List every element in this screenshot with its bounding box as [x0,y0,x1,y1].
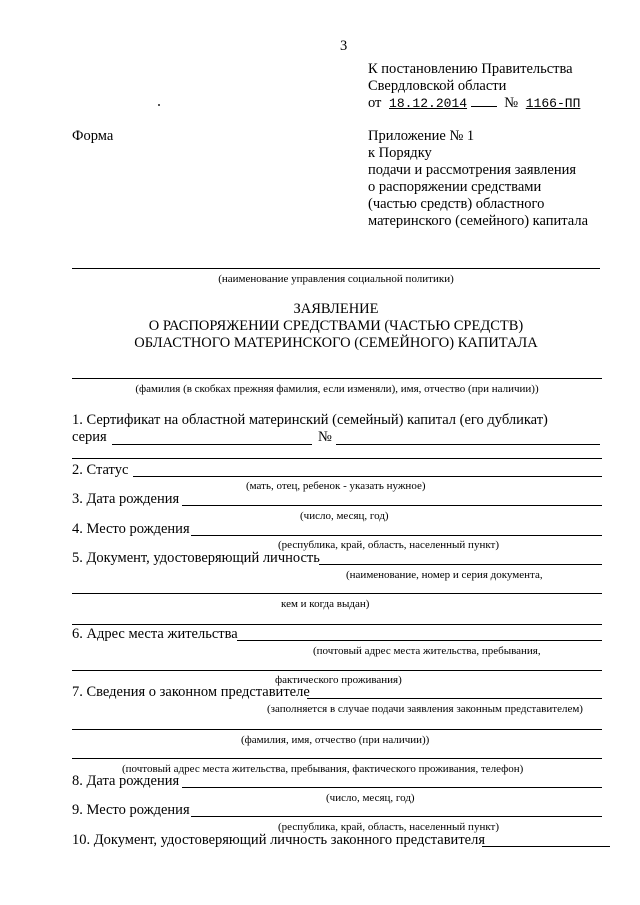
field-6-label: 6. Адрес места жительства [72,626,238,642]
field-7-name-hint: (фамилия, имя, отчество (при наличии)) [241,734,430,746]
title-line-1: ЗАЯВЛЕНИЕ [293,301,379,317]
title-line-3: ОБЛАСТНОГО МАТЕРИНСКОГО (СЕМЕЙНОГО) КАПИТАЛА [134,335,538,351]
appendix-line: материнского (семейного) капитала [368,213,589,229]
field-5-label: 5. Документ, удостоверяющий личность [72,550,320,566]
certificate-number-field[interactable] [336,444,600,445]
field-4-hint: (республика, край, область, населенный пункт) [278,539,499,551]
field-7-label: 7. Сведения о законном представителе [72,684,310,700]
decree-date: 18.12.2014 [389,96,468,111]
field-2-label: 2. Статус [72,462,129,478]
authority-hint: (наименование управления социальной политики) [218,273,454,285]
decree-number-label: № [504,95,519,111]
decree-line-2: Свердловской области [368,78,507,94]
field-8-hint: (число, месяц, год) [326,792,415,804]
form-label: Форма [72,128,114,144]
field-3-hint: (число, месяц, год) [300,510,389,522]
decree-from-label: от [368,95,382,111]
appendix-line: Приложение № 1 [368,128,475,144]
decree-line-1: К постановлению Правительства [368,61,573,77]
status-field[interactable] [133,476,602,477]
field-3-label: 3. Дата рождения [72,491,180,507]
applicant-name-field[interactable] [72,378,602,379]
field-10-label: 10. Документ, удостоверяющий личность законного представителя [72,832,485,848]
page-number: 3 [340,38,348,54]
title-line-2: О РАСПОРЯЖЕНИИ СРЕДСТВАМИ (ЧАСТЬЮ СРЕДСТВ) [148,318,524,334]
applicant-hint: (фамилия (в скобках прежняя фамилия, если изменяли), имя, отчество (при наличии)) [135,383,539,395]
field-9-hint: (республика, край, область, населенный пункт) [278,821,499,833]
identity-document-extra-field[interactable] [72,624,602,625]
field-4-label: 4. Место рождения [72,521,190,537]
field-1-label: 1. Сертификат на областной материнский (семейный) капитал (его дубликат) [72,412,548,428]
appendix-line: (частью средств) областного [368,196,545,212]
field-2-hint: (мать, отец, ребенок - указать нужное) [246,480,426,492]
field-5-hint-2: кем и когда выдан) [281,598,370,610]
residence-address-field[interactable] [237,640,602,641]
decree-date-line [368,95,580,112]
appendix-line: подачи и рассмотрения заявления [368,162,577,178]
representative-identity-document-field[interactable] [482,846,610,847]
appendix-line: к Порядку [368,145,432,161]
field-9-label: 9. Место рождения [72,802,190,818]
certificate-extra-field[interactable] [72,458,602,459]
certificate-series-field[interactable] [112,444,312,445]
representative-birth-place-field[interactable] [191,816,602,817]
appendix-line: о распоряжении средствами [368,179,542,195]
decree-number: 1166-ПП [525,96,581,111]
birth-place-field[interactable] [191,535,602,536]
representative-name-field[interactable] [72,729,602,730]
identity-document-field[interactable] [319,564,602,565]
representative-birth-date-field[interactable] [182,787,602,788]
representative-info-field[interactable] [307,698,602,699]
authority-field[interactable] [72,268,600,269]
birth-date-field[interactable] [182,505,602,506]
representative-address-field[interactable] [72,758,602,759]
field-6-hint-1: (почтовый адрес места жительства, пребывания, [313,645,541,657]
field-5-hint-1: (наименование, номер и серия документа, [346,569,543,581]
field-8-label: 8. Дата рождения [72,773,180,789]
field-1-number-label: № [318,429,332,445]
field-7-address-hint: (почтовый адрес места жительства, пребывания, фактического проживания, телефон) [122,763,524,775]
field-7-hint: (заполняется в случае подачи заявления законным представителем) [267,703,583,715]
scan-dot [158,104,160,106]
actual-residence-field[interactable] [72,670,602,671]
field-1-series-label: серия [72,429,107,445]
field-6-hint-2: фактического проживания) [275,674,402,686]
identity-document-issued-field[interactable] [72,593,602,594]
